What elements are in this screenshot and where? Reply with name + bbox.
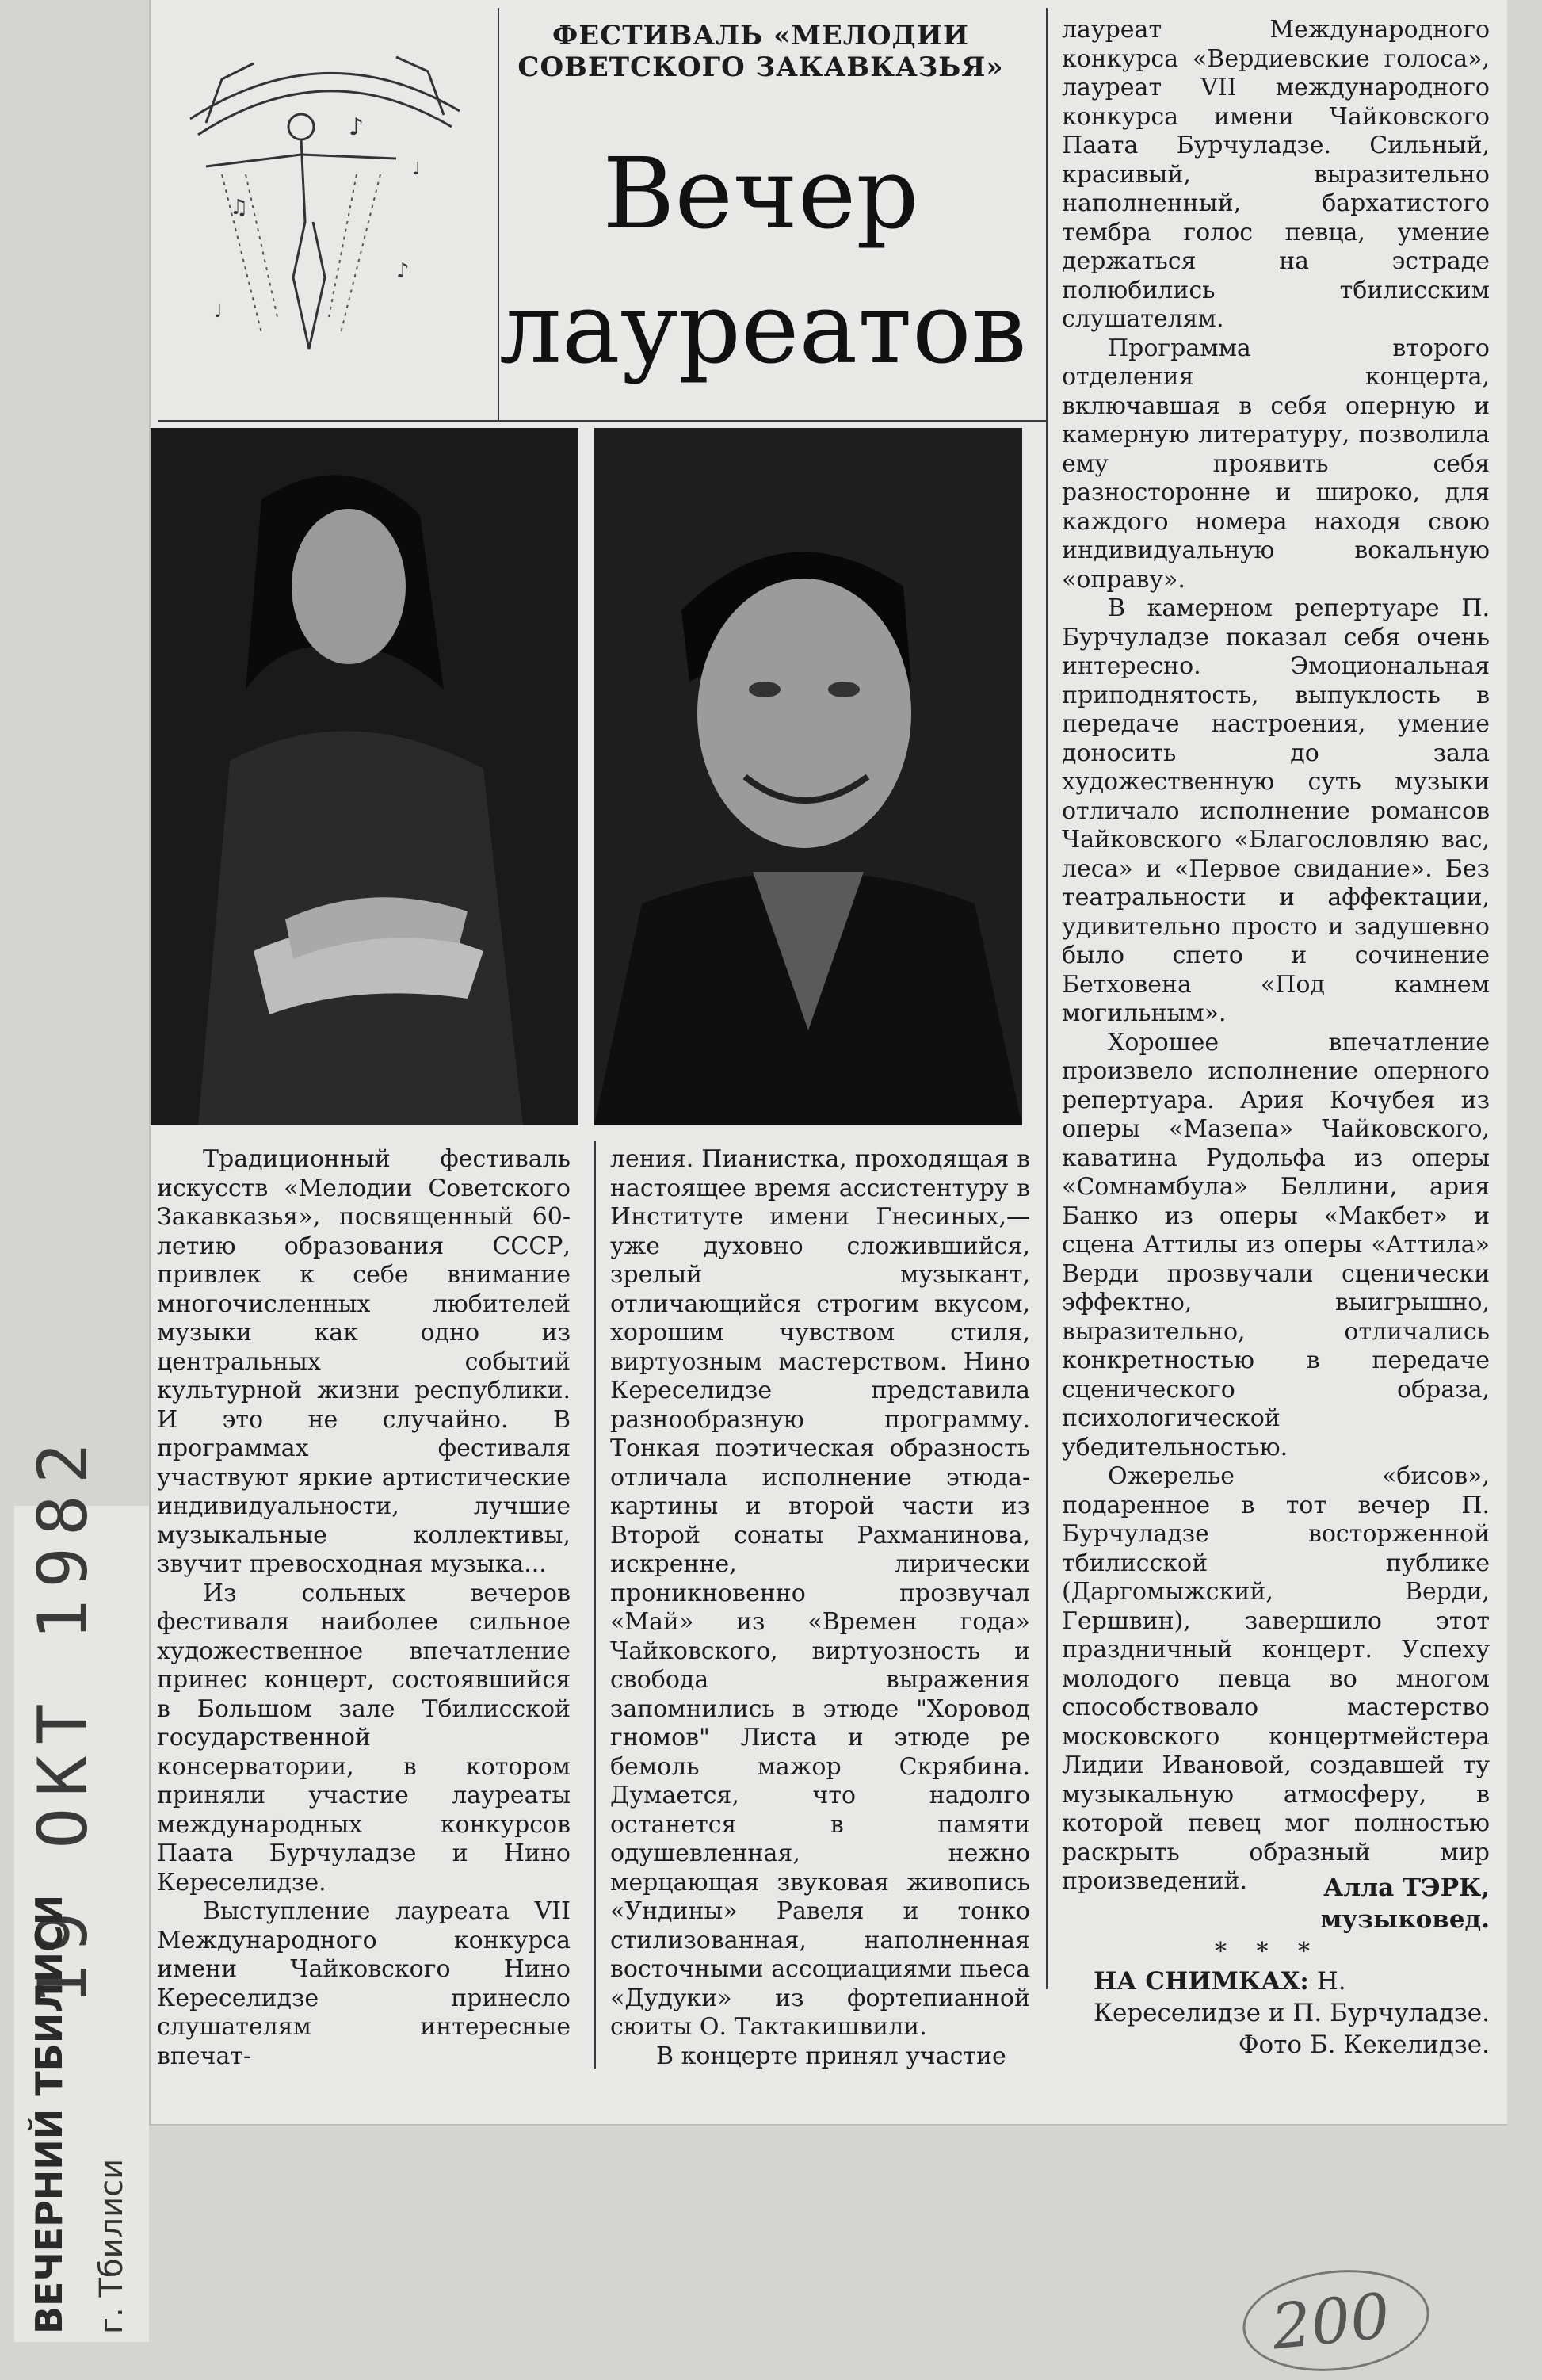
page-title [499,127,1027,396]
article-paragraph: лауреат Международного конкурса «Вердиевские голоса», лауреат VII международного конкурса имени Чайковского Паата Бурчуладзе. Сильный, красивый, выразительно наполненный, бархатистого тембра голос певца, умение держаться на эстраде полюбились тбилисским слушателям. [1062,16,1490,333]
article-paragraph: ления. Пианистка, проходящая в настоящее время ассистентуру в Институте имени Гнесиных,—уже духовно сложившийся, зрелый музыкант, отличающийся строгим вкусом, хорошим чувством стиля, виртуозным мастерством. Нино Кереселидзе представила разнообразную программу. Тонкая поэтическая образность отличала исполнение этюда-картины и второй части из Второй сонаты Рахманинова, искренне, лирически проникновенно прозвучал «Май» из «Времен года» Чайковского, виртуозность и свобода выражения запомнились в этюде "Хоровод гномов" Листа и этюде ре бемоль мажор Скрябина. Думается, что надолго останется в памяти одушевленная, нежно мерцающая звуковая живопись «Ундины» Равеля и тонко стилизованная, наполненная восточными ассоциациями пьеса «Дудуки» из фортепианной сюиты О. Тактакишвили. [610,1145,1030,2041]
article-column-3 [1062,16,1490,1897]
kicker-line: ФЕСТИВАЛЬ «МЕЛОДИИ [552,20,969,52]
caption-body [1094,1966,1490,2029]
svg-text:♩: ♩ [214,302,223,322]
handwritten-number: 200 [1268,2280,1394,2364]
article-paragraph: Ожерелье «бисов», подаренное в тот вечер П. Бурчуладзе восторженной тбилисской публике (Даргомыжский, Верди, Гершвин), завершило этот праздничный концерт. Успеху молодого певца во многом способствовало мастерство московского концертмейстера Лидии Ивановой, создавшей ту музыкальную атмосферу, в которой певец мог полностью раскрыть образный мир произведений. [1062,1462,1490,1895]
article-paragraph: Из сольных вечеров фестиваля наиболее сильное художественное впечатление принес концерт, состоявшийся в Большом зале Тбилисской государственной консерватории, в котором приняли участие лауреаты международных конкурсов Паата Бурчуладзе и Нино Кереселидзе. [157,1579,571,1897]
author-signature [1094,1872,1490,1935]
photo-credit: Фото Б. Кекелидзе. [1238,2030,1490,2059]
portrait-photo-keresselidze [151,428,578,1125]
caption-text: Н. Кереселидзе и П. Бурчуладзе. [1094,1967,1490,2027]
author-name: Алла ТЭРК, [1323,1874,1490,1902]
headline-line: Вечер [602,137,919,251]
newspaper-stamp: ВЕЧЕРНИЙ ТБИЛИСИ [28,1894,71,2334]
article-paragraph: В концерте принял участие [656,2042,1006,2070]
festival-emblem-icon [158,16,491,412]
article-column-2 [610,1145,1030,2071]
article-paragraph: Выступление лауреата VII Международного конкурса имени Чайковского Нино Кереселидзе принесло слушателям интересные впечат- [157,1897,571,2070]
article-paragraph: Хорошее впечатление произвело исполнение оперного репертуара. Ария Кочубея из оперы «Мазепа» Чайковского, каватина Рудольфа из оперы «Сомнамбула» Беллини, ария Банко из оперы «Макбет» и сцена Аттилы из оперы «Аттила» Верди прозвучали сценически эффектно, выигрышно, выразительно, отличались конкретностью в передаче сценического образа, психологической убедительностью. [1062,1028,1490,1461]
author-role: музыковед. [1320,1905,1490,1934]
portrait-photo-burchuladze [594,428,1022,1125]
column-rule [1046,8,1048,1989]
festival-kicker [499,20,1022,83]
kicker-line: СОВЕТСКОГО ЗАКАВКАЗЬЯ» [517,52,1004,83]
article-paragraph: Традиционный фестиваль искусств «Мелодии Советского Закавказья», посвященный 60-летию образования СССР, привлек к себе внимание многочисленных любителей музыки как одно из центральных событий культурной жизни республики. И это не случайно. В программах фестиваля участвуют яркие артистические индивидуальности, лучшие музыкальные коллективы, звучит превосходная музыка... [157,1145,571,1578]
photo-caption [1094,1966,1490,2061]
article-column-1 [157,1145,571,2071]
svg-text:♩: ♩ [412,159,421,179]
article-paragraph: Программа второго отделения концерта, включавшая в себя оперную и камерную литературу, позволила ему проявить себя разносторонне и широко, для каждого номера находя свою индивидуальную вокальную «оправу». [1062,334,1490,594]
article-paragraph: В камерном репертуаре П. Бурчуладзе показал себя очень интересно. Эмоциональная приподнятость, выпуклость в передаче настроения, умение доносить до зала художественную суть музыки отличало исполнение романсов Чайковского «Благословляю вас, леса» и «Первое свидание». Без театральности и аффектации, удивительно просто и задушевно было спето и сочинение Бетховена «Под камнем могильным». [1062,594,1490,1027]
svg-text:♪: ♪ [396,259,410,283]
svg-text:♪: ♪ [349,113,365,141]
column-rule [594,1141,596,2069]
caption-lead: НА СНИМКАХ: [1094,1967,1309,1996]
section-separator: * * * [1214,1938,1322,1966]
headline-line: лауреатов [499,272,1027,386]
header-rule [158,420,1046,422]
svg-text:♫: ♫ [230,196,249,220]
city-stamp: г. Тбилиси [94,2158,130,2334]
date-stamp: 19 ОКТ 1982 [24,1431,103,2005]
